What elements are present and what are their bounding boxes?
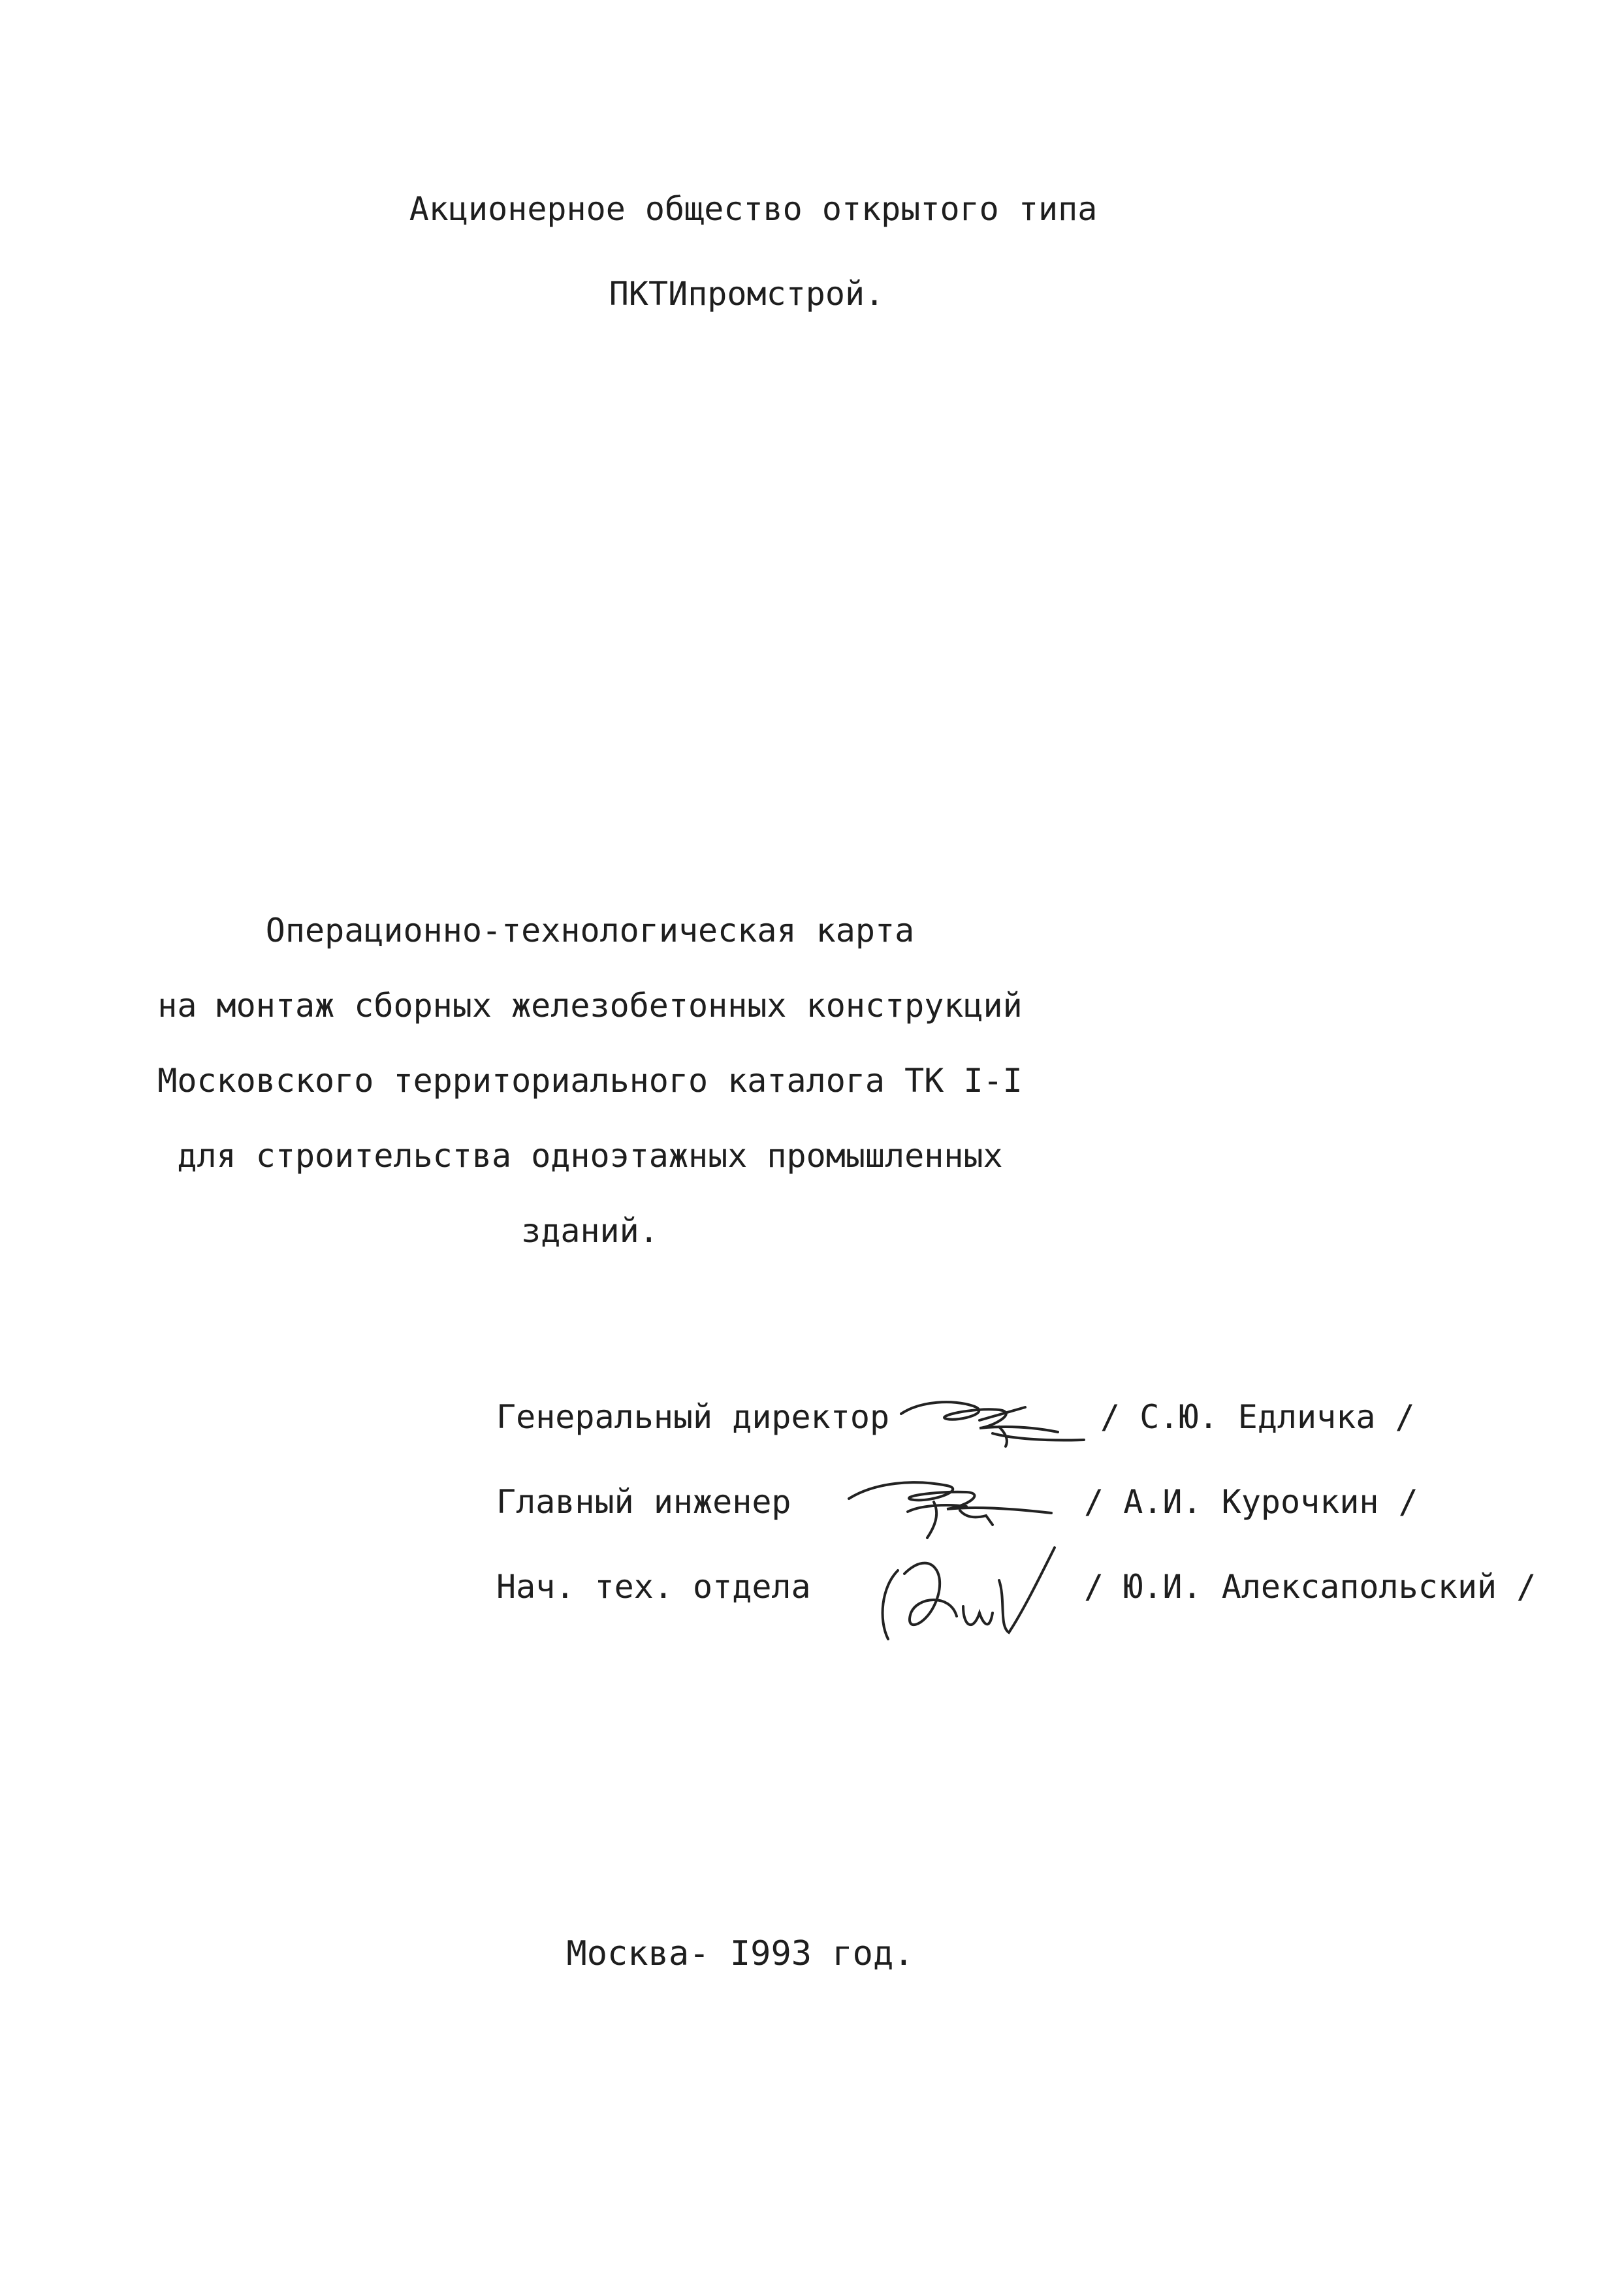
handwritten-signature-icon	[836, 1466, 1071, 1544]
place-date-text: Москва- I993 год.	[566, 1934, 914, 1973]
handwritten-signature-icon	[895, 1388, 1110, 1453]
organization-line-1	[0, 189, 1565, 229]
signatory-role: Генеральный директор	[496, 1398, 890, 1436]
place-and-date	[0, 1933, 1624, 1975]
signatory-role: Главный инженер	[496, 1483, 791, 1521]
handwritten-signature-icon	[859, 1535, 1081, 1652]
signatory-role: Нач. тех. отдела	[496, 1568, 811, 1606]
title-line-3: Московского территориального каталога ТК I-I	[157, 1062, 1023, 1100]
signatory-name: / Ю.И. Алексапольский /	[1084, 1568, 1536, 1606]
title-line-1: Операционно-технологическая карта	[265, 912, 915, 949]
organization-line-2	[0, 274, 1559, 313]
organization-name: ПКТИпромстрой.	[609, 275, 885, 313]
signatory-name: / С.Ю. Едличка /	[1100, 1398, 1415, 1436]
signatory-name: / А.И. Курочкин /	[1084, 1483, 1418, 1521]
title-line-4: для строительства одноэтажных промышленных	[177, 1137, 1003, 1175]
organization-type: Акционерное общество открытого типа	[409, 190, 1098, 228]
title-line-5: зданий.	[521, 1212, 659, 1250]
title-line-2: на монтаж сборных железобетонных конструкций	[157, 987, 1023, 1025]
